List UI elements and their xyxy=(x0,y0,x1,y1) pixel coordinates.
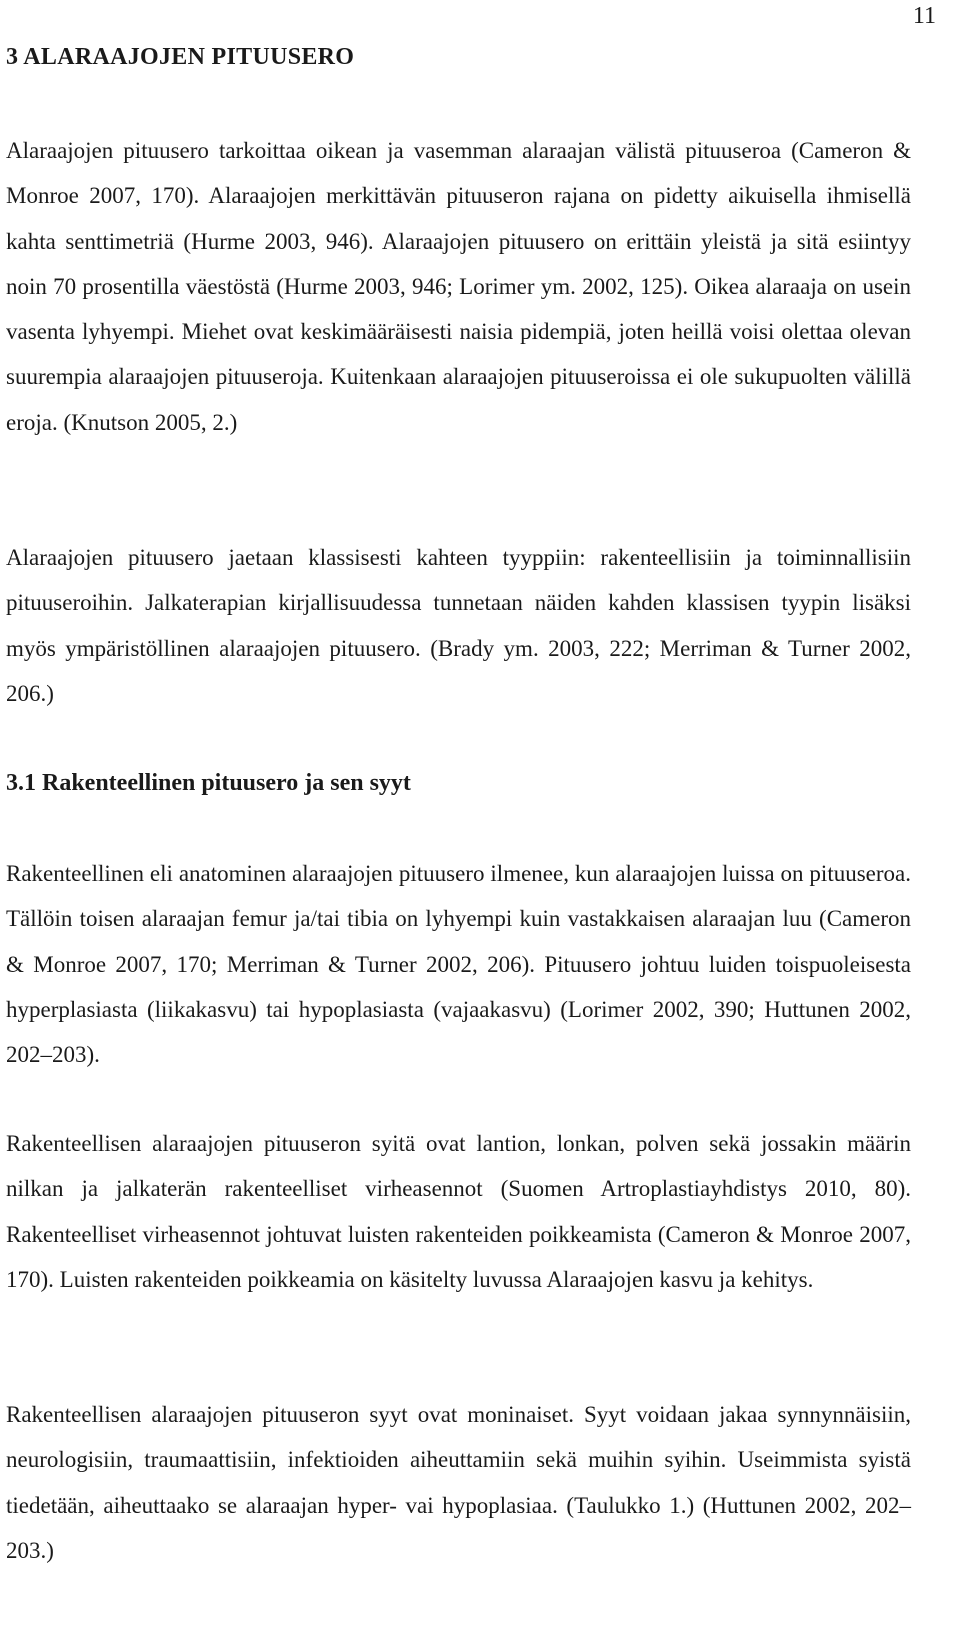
body-paragraph: Alaraajojen pituusero jaetaan klassisesti kahteen tyyppiin: rakenteellisiin ja toiminnallisiin pituuseroihin. Jalkaterapian kirjallisuudessa tunnetaan näiden kahden klassisen tyypin lisäksi myös ympäristöllinen alaraajojen pituusero. (Brady ym. 2003, 222; Merriman & Turner 2002, 206.) xyxy=(6,545,911,706)
body-paragraph: Rakenteellinen eli anatominen alaraajojen pituusero ilmenee, kun alaraajojen luissa on pituuseroa. Tällöin toisen alaraajan femur ja/tai tibia on lyhyempi kuin vastakkaisen alaraajan luu (Cameron & Monroe 2007, 170; Merriman & Turner 2002, 206). Pituusero johtuu luiden toispuoleisesta hyperplasiasta (liikakasvu) tai hypoplasiasta (vajaakasvu) (Lorimer 2002, 390; Huttunen 2002, 202–203). xyxy=(6,861,911,1068)
body-paragraph: Alaraajojen pituusero tarkoittaa oikean ja vasemman alaraajan välistä pituuseroa (Cameron & Monroe 2007, 170). Alaraajojen merkittävän pituuseron rajana on pidetty aikuisella ihmisellä kahta senttimetriä (Hurme 2003, 946). Alaraajojen pituusero on erittäin yleistä ja sitä esiintyy noin 70 prosentilla väestöstä (Hurme 2003, 946; Lorimer ym. 2002, 125). Oikea alaraaja on usein vasenta lyhyempi. Miehet ovat keskimääräisesti naisia pidempiä, joten heillä voisi olettaa olevan suurempia alaraajojen pituuseroja. Kuitenkaan alaraajojen pituuseroissa ei ole sukupuolten välillä eroja. (Knutson 2005, 2.) xyxy=(6,138,911,435)
page-number: 11 xyxy=(912,3,936,29)
chapter-heading: 3 ALARAAJOJEN PITUUSERO xyxy=(6,44,355,70)
body-paragraph: Rakenteellisen alaraajojen pituuseron syyt ovat moninaiset. Syyt voidaan jakaa synnynnäisiin, neurologisiin, traumaattisiin, infektioiden aiheuttamiin sekä muihin syihin. Useimmista syistä tiedetään, aiheuttaako se alaraajan hyper- vai hypoplasiaa. (Taulukko 1.) (Huttunen 2002, 202–203.) xyxy=(6,1402,911,1563)
section-heading: 3.1 Rakenteellinen pituusero ja sen syyt xyxy=(6,770,411,796)
body-paragraph: Rakenteellisen alaraajojen pituuseron syitä ovat lantion, lonkan, polven sekä jossakin määrin nilkan ja jalkaterän rakenteelliset virheasennot (Suomen Artroplastiayhdistys 2010, 80). Rakenteelliset virheasennot johtuvat luisten rakenteiden poikkeamista (Cameron & Monroe 2007, 170). Luisten rakenteiden poikkeamia on käsitelty luvussa Alaraajojen kasvu ja kehitys. xyxy=(6,1131,911,1292)
